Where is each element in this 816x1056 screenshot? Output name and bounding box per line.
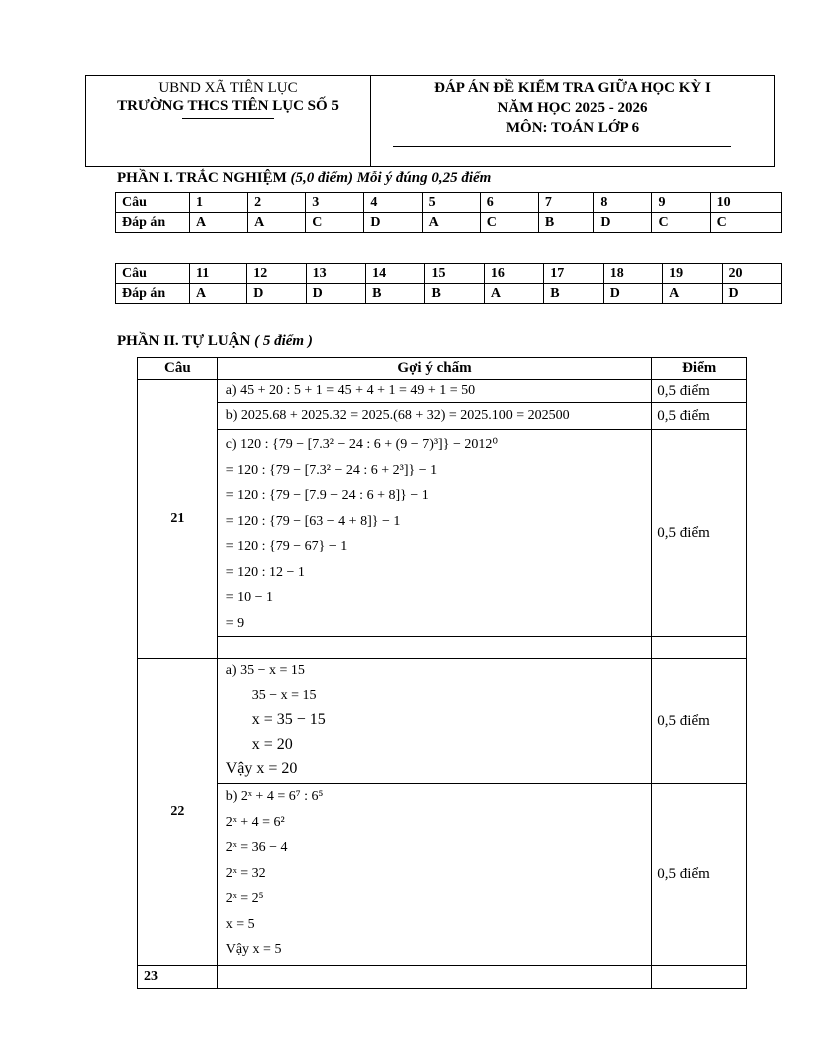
math-line: = 120 : {79 − 67} − 1 [225,539,348,554]
answer-table-1-answer-row [116,213,782,233]
answer-cell: 5 [422,193,480,213]
answer-cell: 8 [594,193,652,213]
empty-score-cell [652,637,747,659]
math-line: 2ˣ = 2⁵ [225,891,264,906]
answer-cell: A [663,284,722,304]
answer-cell: 20 [722,264,782,284]
empty-hint-cell [217,966,652,989]
answer-cell: 19 [663,264,722,284]
math-line: = 9 [225,615,245,631]
row-label: Câu [116,193,190,213]
answer-cell: B [544,284,603,304]
part1-note: (5,0 điểm) Mỗi ý đúng 0,25 điểm [290,170,492,186]
math-line: x = 20 [251,735,293,753]
answer-cell: 6 [480,193,538,213]
part2-note: ( 5 điểm ) [254,333,313,349]
math-line: c) 120 : {79 − [7.3² − 24 : 6 + (9 − 7)³]} − 2012⁰ [225,437,498,452]
answer-cell: 18 [603,264,662,284]
answer-cell: B [425,284,484,304]
answer-cell: 7 [538,193,593,213]
answer-cell: A [422,213,480,233]
doc-title: ĐÁP ÁN ĐỀ KIỂM TRA GIỮA HỌC KỲ I [434,80,711,96]
answer-cell: D [722,284,782,304]
authority-name: UBND XÃ TIÊN LỤC [158,80,298,96]
school-name: TRƯỜNG THCS TIÊN LỤC SỐ 5 [117,98,339,114]
math-line: 35 − x = 15 [251,687,317,703]
answer-cell: 13 [306,264,365,284]
math-line: x = 5 [225,916,255,932]
hint-cell [217,380,652,403]
table-row [138,637,747,659]
answer-cell: 16 [484,264,543,284]
score-21a: 0,5 điểm [652,380,747,403]
answer-cell: C [306,213,364,233]
question-number-22: 22 [138,659,218,966]
answer-cell: C [480,213,538,233]
col-header-score: Điểm [652,358,747,380]
math-line: = 120 : {79 − [63 − 4 + 8]} − 1 [225,513,401,529]
math-line: = 10 − 1 [225,590,274,605]
col-header-question: Câu [138,358,218,380]
math-line: Vậy x = 20 [225,760,298,777]
essay-grading-table [137,357,747,989]
math-line: 2ˣ = 36 − 4 [225,840,288,855]
answer-table-1 [115,192,782,233]
question-number-23: 23 [138,966,218,989]
math-line: 2ˣ + 4 = 6² [225,814,285,830]
score-21c: 0,5 điểm [652,430,747,637]
school-year: NĂM HỌC 2025 - 2026 [497,100,648,116]
table-row [138,380,747,403]
hint-cell [217,403,652,430]
title-underline [393,146,731,147]
math-line: = 120 : {79 − [7.9 − 24 : 6 + 8]} − 1 [225,488,429,503]
answer-22a [218,659,652,782]
row-label: Đáp án [116,213,190,233]
answer-cell: D [364,213,422,233]
math-line: = 120 : {79 − [7.3² − 24 : 6 + 2³]} − 1 [225,462,438,478]
part1-heading: PHẦN I. TRẮC NGHIỆM [117,170,287,186]
question-number-21: 21 [138,380,218,659]
answer-21c [218,430,652,636]
answer-table-2 [115,263,782,304]
answer-cell: 9 [652,193,710,213]
table-header-row [138,358,747,380]
header-right [371,76,774,166]
answer-table-1-question-row [116,193,782,213]
answer-cell: B [366,284,425,304]
answer-cell: A [190,284,247,304]
hint-cell [217,659,652,784]
score-21b: 0,5 điểm [652,403,747,430]
answer-cell: 15 [425,264,484,284]
row-label: Đáp án [116,284,190,304]
answer-cell: B [538,213,593,233]
answer-21a: a) 45 + 20 : 5 + 1 = 45 + 4 + 1 = 49 + 1 = 50 [225,383,476,398]
part2-heading: PHẦN II. TỰ LUẬN [117,333,251,349]
answer-cell: 11 [190,264,247,284]
answer-table-2-question-row [116,264,782,284]
answer-cell: C [652,213,710,233]
answer-table-2-answer-row [116,284,782,304]
answer-cell: D [594,213,652,233]
table-row [138,403,747,430]
answer-cell: D [247,284,306,304]
answer-cell: 10 [710,193,781,213]
table-row [138,430,747,637]
empty-score-cell [652,966,747,989]
math-line: 2ˣ = 32 [225,865,266,881]
score-22b: 0,5 điểm [652,784,747,966]
answer-cell: D [603,284,662,304]
hint-cell [217,784,652,966]
score-22a: 0,5 điểm [652,659,747,784]
answer-cell: 3 [306,193,364,213]
answer-cell: 4 [364,193,422,213]
answer-cell: C [710,213,781,233]
math-line: a) 35 − x = 15 [225,663,305,678]
answer-cell: 14 [366,264,425,284]
table-row [138,784,747,966]
col-header-hint: Gợi ý chấm [217,358,652,380]
part1-title [117,170,491,187]
table-row [138,659,747,784]
math-line: x = 35 − 15 [251,711,326,728]
answer-cell: D [306,284,365,304]
answer-cell: 1 [190,193,248,213]
school-underline [182,118,274,119]
answer-22b [218,784,652,963]
empty-hint-cell [217,637,652,659]
answer-21b: b) 2025.68 + 2025.32 = 2025.(68 + 32) = 2025.100 = 202500 [225,408,570,423]
answer-cell: 17 [544,264,603,284]
answer-cell: A [190,213,248,233]
hint-cell [217,430,652,637]
math-line: = 120 : 12 − 1 [225,564,305,580]
answer-cell: 2 [248,193,306,213]
document-header [85,75,775,167]
answer-cell: A [484,284,543,304]
answer-cell: 12 [247,264,306,284]
subject: MÔN: TOÁN LỚP 6 [505,120,640,136]
math-line: b) 2ˣ + 4 = 6⁷ : 6⁵ [225,789,324,804]
header-left [86,76,371,166]
math-line: Vậy x = 5 [225,942,282,957]
answer-cell: A [248,213,306,233]
row-label: Câu [116,264,190,284]
table-row [138,966,747,989]
part2-title [117,333,313,350]
